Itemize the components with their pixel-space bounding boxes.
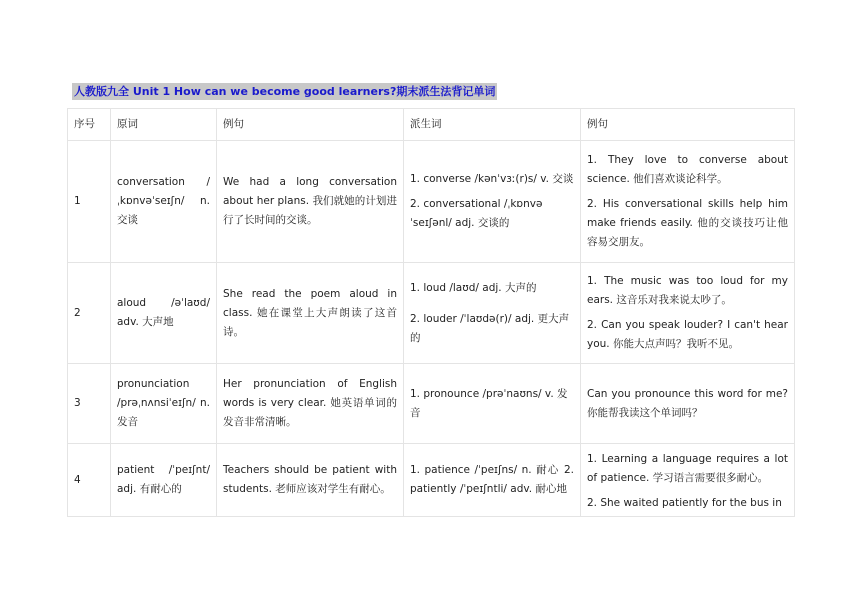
derived-word: 1. converse /kənˈvɜː(r)s/ v. 交谈 (410, 173, 574, 185)
derived-example: 1. The music was too loud for my ears. 这音乐对我来说太吵了。 (587, 275, 788, 306)
derived-examples (581, 444, 795, 517)
original-word: pronunciation /prəˌnʌnsiˈeɪʃn/ n. 发音 (111, 364, 217, 444)
example-sentence: We had a long conversation about her plans. 我们就她的计划进行了长时间的交谈。 (217, 141, 404, 263)
derived-word: 1. loud /laʊd/ adj. 大声的 (410, 281, 537, 294)
header-number: 序号 (68, 109, 111, 141)
derived-word: 1. patience /ˈpeɪʃns/ n. 耐心 2. patiently /ˈpeɪʃntli/ adv. 耐心地 (410, 464, 574, 495)
derived-word: 1. pronounce /prəˈnaʊns/ v. 发音 (410, 387, 568, 419)
row-number: 4 (68, 444, 111, 517)
example-sentence: She read the poem aloud in class. 她在课堂上大声朗读了这首诗。 (217, 263, 404, 364)
derived-example: 1. Learning a language requires a lot of patience. 学习语言需要很多耐心。 (587, 453, 788, 484)
table-row (68, 364, 795, 444)
table-row (68, 263, 795, 364)
derived-examples (581, 263, 795, 364)
derived-example: 2. She waited patiently for the bus in (587, 497, 782, 509)
table-header-row (68, 109, 795, 141)
document-title: 人教版九全 Unit 1 How can we become good learners?期末派生法背记单词 (74, 85, 496, 98)
derived-words (404, 141, 581, 263)
table-row (68, 141, 795, 263)
derived-word: 2. louder /ˈlaʊdə(r)/ adj. 更大声的 (410, 312, 570, 344)
row-number: 3 (68, 364, 111, 444)
example-sentence: Her pronunciation of English words is very clear. 她英语单词的发音非常清晰。 (217, 364, 404, 444)
derived-examples (581, 141, 795, 263)
derived-word: 2. conversational /ˌkɒnvəˈseɪʃənl/ adj. 交谈的 (410, 198, 543, 229)
row-number: 2 (68, 263, 111, 364)
derived-example: 2. Can you speak louder? I can't hear you. 你能大点声吗？我听不见。 (587, 319, 788, 350)
header-derived-example: 例句 (581, 109, 795, 141)
original-word: conversation /ˌkɒnvəˈseɪʃn/ n. 交谈 (111, 141, 217, 263)
table-row (68, 444, 795, 517)
derived-example: Can you pronounce this word for me? 你能帮我读这个单词吗？ (587, 387, 788, 419)
header-example: 例句 (217, 109, 404, 141)
original-word: patient /ˈpeɪʃnt/ adj. 有耐心的 (111, 444, 217, 517)
header-derived-word: 派生词 (404, 109, 581, 141)
row-number: 1 (68, 141, 111, 263)
derived-example: 2. His conversational skills help him make friends easily. 他的交谈技巧让他容易交朋友。 (587, 198, 788, 248)
derived-examples (581, 364, 795, 444)
example-sentence: Teachers should be patient with students. 老师应该对学生有耐心。 (217, 444, 404, 517)
derived-words (404, 364, 581, 444)
header-original-word: 原词 (111, 109, 217, 141)
derived-example: 1. They love to converse about science. 他们喜欢谈论科学。 (587, 154, 788, 185)
derived-words (404, 263, 581, 364)
original-word: aloud /əˈlaʊd/ adv. 大声地 (111, 263, 217, 364)
vocabulary-table (67, 108, 795, 517)
derived-words (404, 444, 581, 517)
